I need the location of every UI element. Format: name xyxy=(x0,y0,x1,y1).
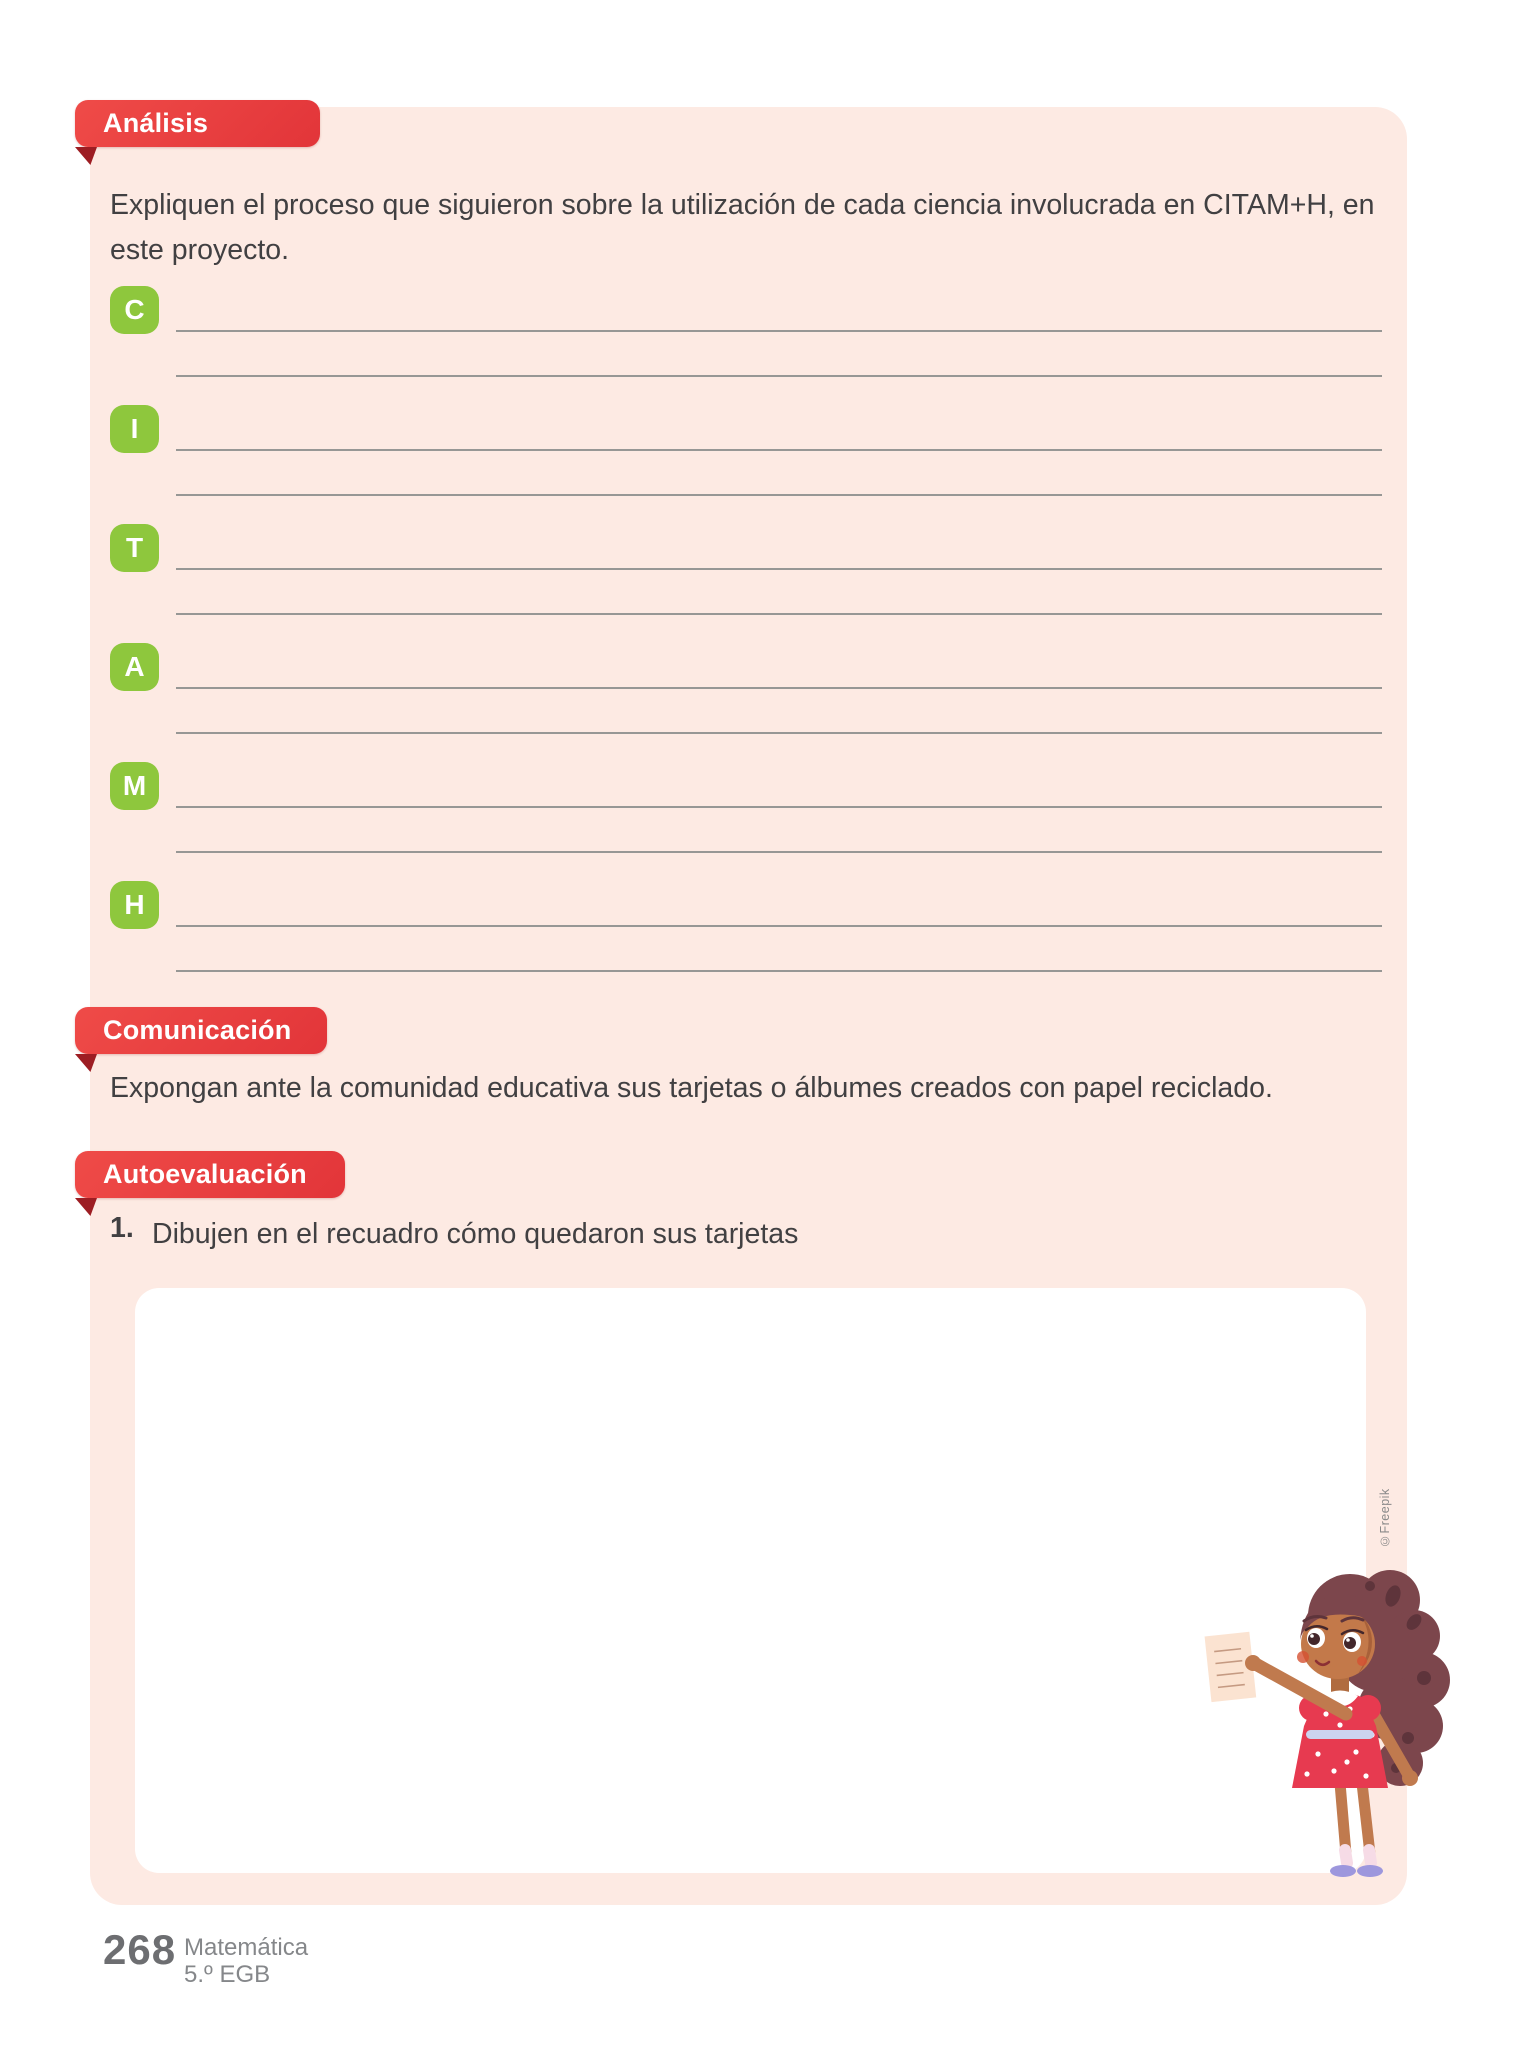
footer-grade: 5.º EGB xyxy=(184,1961,271,1988)
section-title: Comunicación xyxy=(103,1015,292,1045)
letter-badge-i: I xyxy=(110,405,159,453)
section-ribbon-comunicacion xyxy=(75,1007,327,1054)
footer-subject-name: Matemática xyxy=(184,1934,309,1961)
writing-line[interactable] xyxy=(176,494,1382,496)
section-ribbon-analisis xyxy=(75,100,320,147)
writing-line[interactable] xyxy=(176,568,1382,570)
letter-badge-a: A xyxy=(110,643,159,691)
letter-badge-m: M xyxy=(110,762,159,810)
section-ribbon-autoevaluacion xyxy=(75,1151,345,1198)
girl-illustration xyxy=(1200,1558,1460,1880)
letter-badge-h: H xyxy=(110,881,159,929)
writing-line[interactable] xyxy=(176,687,1382,689)
image-credit: ©Freepik xyxy=(1378,1488,1392,1548)
letter-badge-c: C xyxy=(110,286,159,334)
autoevaluacion-instruction: Dibujen en el recuadro cómo quedaron sus tarjetas xyxy=(152,1218,799,1250)
item-number: 1. xyxy=(110,1212,134,1244)
letter-badge-t: T xyxy=(110,524,159,572)
writing-line[interactable] xyxy=(176,330,1382,332)
writing-line[interactable] xyxy=(176,732,1382,734)
page-number: 268 xyxy=(103,1926,177,1973)
section-title: Autoevaluación xyxy=(103,1159,307,1189)
analisis-instruction: Expliquen el proceso que siguieron sobre la utilización de cada ciencia involucrada en CITAM+H, en este proyecto. xyxy=(110,189,1375,266)
section-title: Análisis xyxy=(103,108,209,138)
writing-line[interactable] xyxy=(176,375,1382,377)
footer-subject xyxy=(184,1934,308,1988)
writing-line[interactable] xyxy=(176,970,1382,972)
drawing-box[interactable] xyxy=(135,1288,1366,1873)
comunicacion-instruction: Expongan ante la comunidad educativa sus tarjetas o álbumes creados con papel reciclado. xyxy=(110,1072,1273,1104)
writing-line[interactable] xyxy=(176,449,1382,451)
writing-line[interactable] xyxy=(176,851,1382,853)
writing-line[interactable] xyxy=(176,613,1382,615)
writing-line[interactable] xyxy=(176,925,1382,927)
writing-line[interactable] xyxy=(176,806,1382,808)
